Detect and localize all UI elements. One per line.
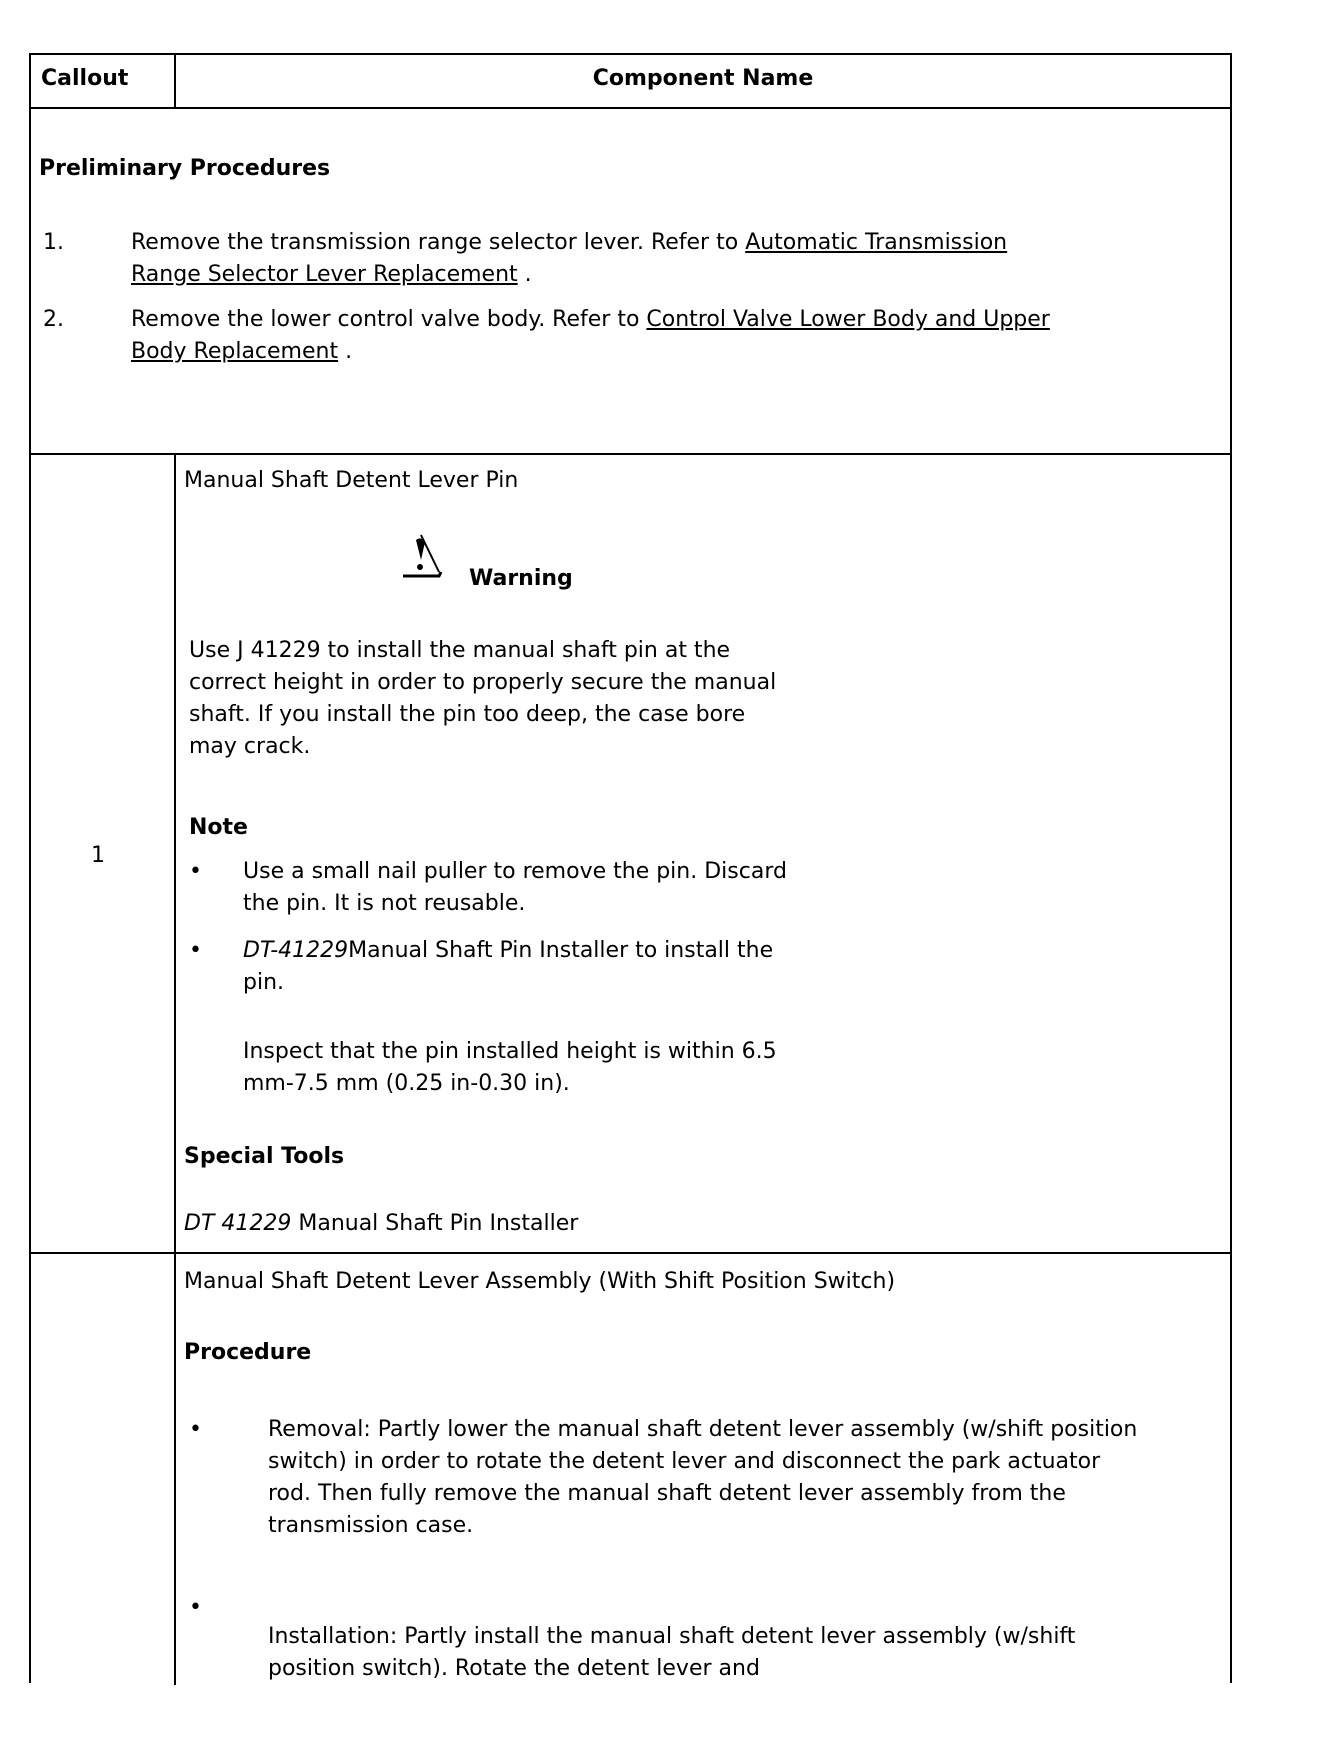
divider <box>174 453 176 1685</box>
component-name: Manual Shaft Detent Lever Pin <box>184 468 519 493</box>
step-number: 1. <box>43 230 64 255</box>
header-callout: Callout <box>41 66 129 91</box>
component-table <box>29 53 1232 1683</box>
procedure-removal: Removal: Partly lower the manual shaft detent lever assembly (w/shift position switch) in order to rotate the detent lever and disconnect the park actuator rod. Then fully remove the manual shaft detent lever assembly from the transmission case. <box>268 1417 1138 1538</box>
link-selector-lever-replacement[interactable]: Automatic Transmission Range Selector Lever Replacement <box>131 230 1008 287</box>
link-control-valve-replacement[interactable]: Control Valve Lower Body and Upper Body Replacement <box>131 307 1050 364</box>
special-tool: DT 41229 Manual Shaft Pin Installer <box>184 1211 579 1236</box>
divider <box>31 453 1230 455</box>
component-name: Manual Shaft Detent Lever Assembly (With Shift Position Switch) <box>184 1269 896 1294</box>
note-title: Note <box>189 815 248 840</box>
bullet: • <box>189 938 202 963</box>
note-item: Use a small nail puller to remove the pin. Discard the pin. It is not reusable. <box>243 859 787 916</box>
procedure-installation: Installation: Partly install the manual shaft detent lever assembly (w/shift position switch). Rotate the detent lever and <box>268 1624 1076 1681</box>
divider <box>31 1252 1230 1254</box>
bullet: • <box>189 859 202 884</box>
warning-text: Use J 41229 to install the manual shaft pin at the correct height in order to properly secure the manual shaft. If you install the pin too deep, the case bore may crack. <box>189 638 777 759</box>
warning-icon <box>401 530 457 586</box>
bullet: • <box>189 1595 202 1620</box>
callout-number: 1 <box>91 843 105 868</box>
header-component-name: Component Name <box>592 66 814 91</box>
special-tools-title: Special Tools <box>184 1144 345 1169</box>
bullet: • <box>189 1417 202 1442</box>
step-number: 2. <box>43 307 64 332</box>
preliminary-title: Preliminary Procedures <box>39 156 331 181</box>
procedure-title: Procedure <box>184 1340 312 1365</box>
note-inspect: Inspect that the pin installed height is within 6.5 mm-7.5 mm (0.25 in-0.30 in). <box>243 1039 777 1096</box>
warning-label: Warning <box>469 566 573 591</box>
step-1: Remove the transmission range selector lever. Refer to Automatic Transmission Range Selector Lever Replacement . <box>131 230 1008 287</box>
step-2: Remove the lower control valve body. Refer to Control Valve Lower Body and Upper Body Replacement . <box>131 307 1050 364</box>
note-item: DT-41229Manual Shaft Pin Installer to install the pin. <box>243 938 774 995</box>
divider <box>31 107 1230 109</box>
